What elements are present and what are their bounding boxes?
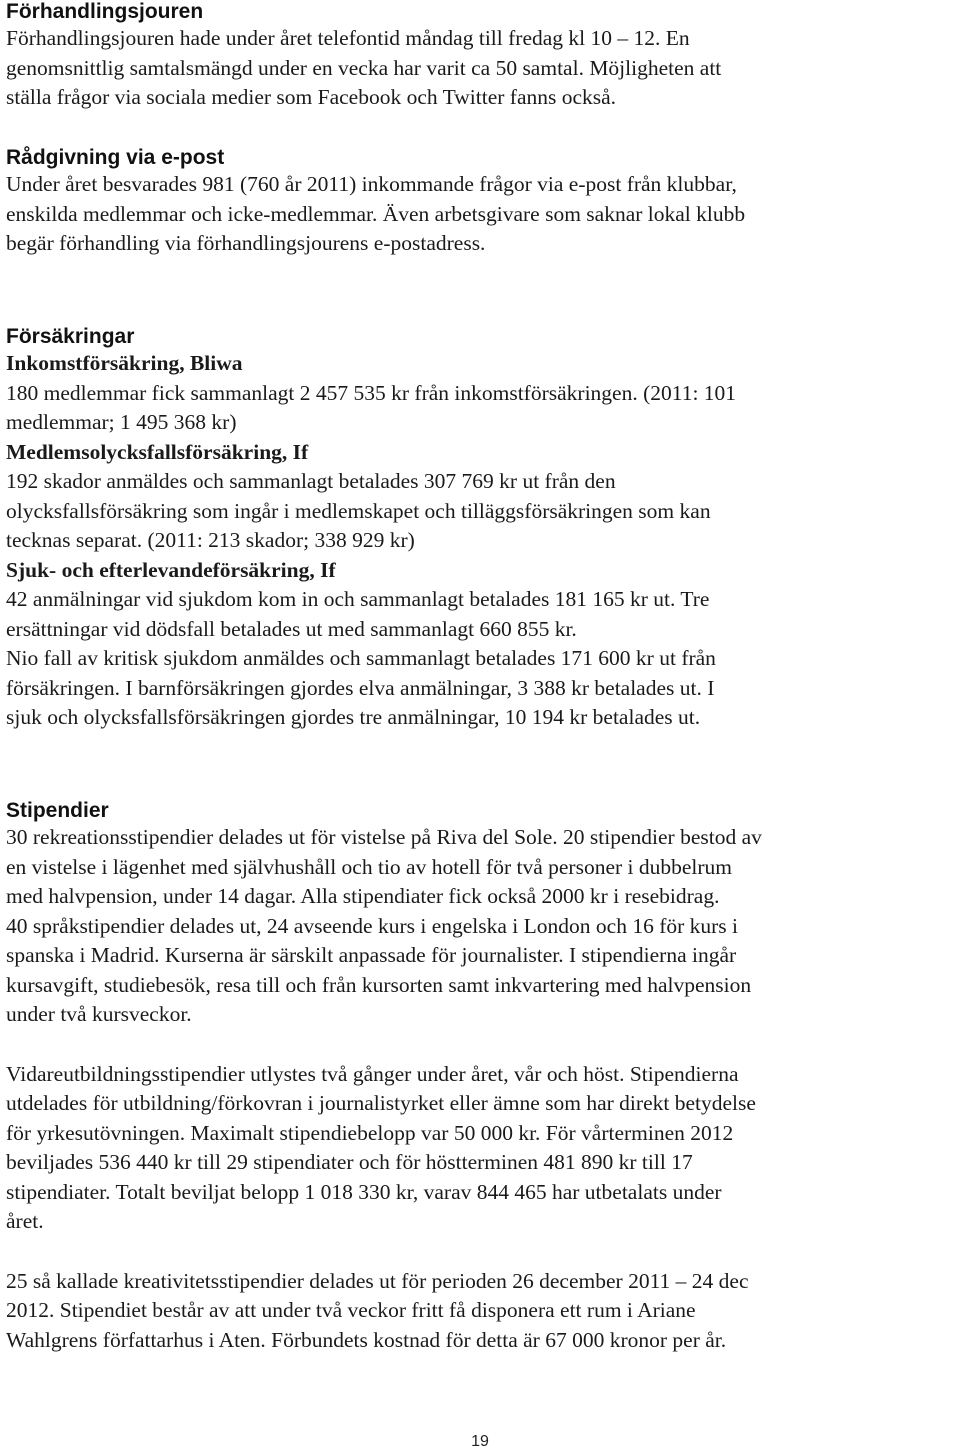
heading-forsakringar: Försäkringar — [6, 325, 135, 348]
text-line: begär förhandling via förhandlingsjourens e-postadress. — [6, 231, 486, 255]
text-line: under två kursveckor. — [6, 1002, 192, 1026]
text-line: försäkringen. I barnförsäkringen gjordes elva anmälningar, 3 388 kr betalades ut. I — [6, 675, 715, 700]
text-line: enskilda medlemmar och icke-medlemmar. Även arbetsgivare som saknar lokal klubb — [6, 201, 746, 226]
page-number: 19 — [471, 1433, 489, 1450]
text-line: 2012. Stipendiet består av att under två veckor fritt få disponera ett rum i Ariane — [6, 1298, 696, 1322]
paragraph-sjuk-efterlevande — [6, 585, 736, 733]
text-line: tecknas separat. (2011: 213 skador; 338 929 kr) — [6, 528, 415, 552]
section-stipendier — [6, 799, 762, 1355]
text-line: genomsnittlig samtalsmängd under en vecka har varit ca 50 samtal. Möjligheten att — [6, 55, 722, 80]
heading-radgivning: Rådgivning via e-post — [6, 146, 225, 169]
text-line: kursavgift, studiebesök, resa till och från kursorten samt inkvartering med halvpension — [6, 972, 752, 997]
text-line: Wahlgrens författarhus i Aten. Förbundets kostnad för detta är 67 000 kronor per år. — [6, 1327, 727, 1352]
text-line: 192 skador anmäldes och sammanlagt betalades 307 769 kr ut från den — [6, 469, 616, 493]
text-line: Vidareutbildningsstipendier utlystes två gånger under året, vår och höst. Stipendierna — [6, 1061, 739, 1086]
paragraph-stipendier-2 — [6, 1060, 762, 1237]
text-line: stipendiater. Totalt beviljat belopp 1 018 330 kr, varav 844 465 har utbetalats under — [6, 1179, 722, 1204]
text-line: utdelades för utbildning/förkovran i journalistyrket eller ämne som har direkt betydelse — [6, 1091, 756, 1115]
paragraph-stipendier-1 — [6, 823, 762, 1030]
text-line: året. — [6, 1209, 44, 1233]
subheading-medlemsolycksfall: Medlemsolycksfallsförsäkring, If — [6, 439, 309, 464]
text-line: ställa frågor via sociala medier som Facebook och Twitter fanns också. — [6, 85, 617, 109]
subheading-sjuk-efterlevande: Sjuk- och efterlevandeförsäkring, If — [6, 557, 336, 582]
heading-stipendier: Stipendier — [6, 799, 109, 822]
text-line: Under året besvarades 981 (760 år 2011) inkommande frågor via e-post från klubbar, — [6, 172, 737, 196]
text-line: 30 rekreationsstipendier delades ut för vistelse på Riva del Sole. 20 stipendier bestod av — [6, 825, 762, 849]
text-line: med halvpension, under 14 dagar. Alla stipendiater fick också 2000 kr i resebidrag. — [6, 884, 720, 908]
text-line: sjuk och olycksfallsförsäkringen gjordes tre anmälningar, 10 194 kr betalades ut. — [6, 705, 701, 729]
text-line: 25 så kallade kreativitetsstipendier delades ut för perioden 26 december 2011 – 24 dec — [6, 1268, 749, 1293]
text-line: 42 anmälningar vid sjukdom kom in och sammanlagt betalades 181 165 kr ut. Tre — [6, 587, 710, 611]
paragraph-forhandlingsjouren — [6, 24, 721, 113]
text-line: 180 medlemmar fick sammanlagt 2 457 535 kr från inkomstförsäkringen. (2011: 101 — [6, 380, 737, 405]
text-line: spanska i Madrid. Kurserna är särskilt anpassade för journalister. I stipendierna ingår — [6, 943, 737, 967]
paragraph-inkomstforsakring — [6, 379, 736, 438]
text-line: ersättningar vid dödsfall betalades ut med sammanlagt 660 855 kr. — [6, 616, 577, 641]
text-line: 40 språkstipendier delades ut, 24 avseende kurs i engelska i London och 16 för kurs i — [6, 913, 739, 938]
text-line: Förhandlingsjouren hade under året telefontid måndag till fredag kl 10 – 12. En — [6, 26, 690, 50]
section-radgivning — [6, 146, 745, 259]
section-forhandlingsjouren — [6, 0, 721, 113]
section-forsakringar — [6, 325, 736, 733]
text-line: beviljades 536 440 kr till 29 stipendiater och för höstterminen 481 890 kr till 17 — [6, 1150, 693, 1174]
paragraph-radgivning — [6, 170, 745, 259]
paragraph-stipendier-3 — [6, 1267, 762, 1356]
text-line: medlemmar; 1 495 368 kr) — [6, 410, 237, 434]
text-line: olycksfallsförsäkring som ingår i medlemskapet och tilläggsförsäkringen som kan — [6, 498, 711, 523]
heading-forhandlingsjouren: Förhandlingsjouren — [6, 0, 204, 23]
subheading-inkomstforsakring: Inkomstförsäkring, Bliwa — [6, 351, 243, 375]
text-line: en vistelse i lägenhet med självhushåll och tio av hotell för två personer i dubbelrum — [6, 854, 733, 879]
text-line: Nio fall av kritisk sjukdom anmäldes och sammanlagt betalades 171 600 kr ut från — [6, 646, 716, 670]
paragraph-medlemsolycksfall — [6, 467, 736, 556]
text-line: för yrkesutövningen. Maximalt stipendiebelopp var 50 000 kr. För vårterminen 2012 — [6, 1120, 734, 1145]
